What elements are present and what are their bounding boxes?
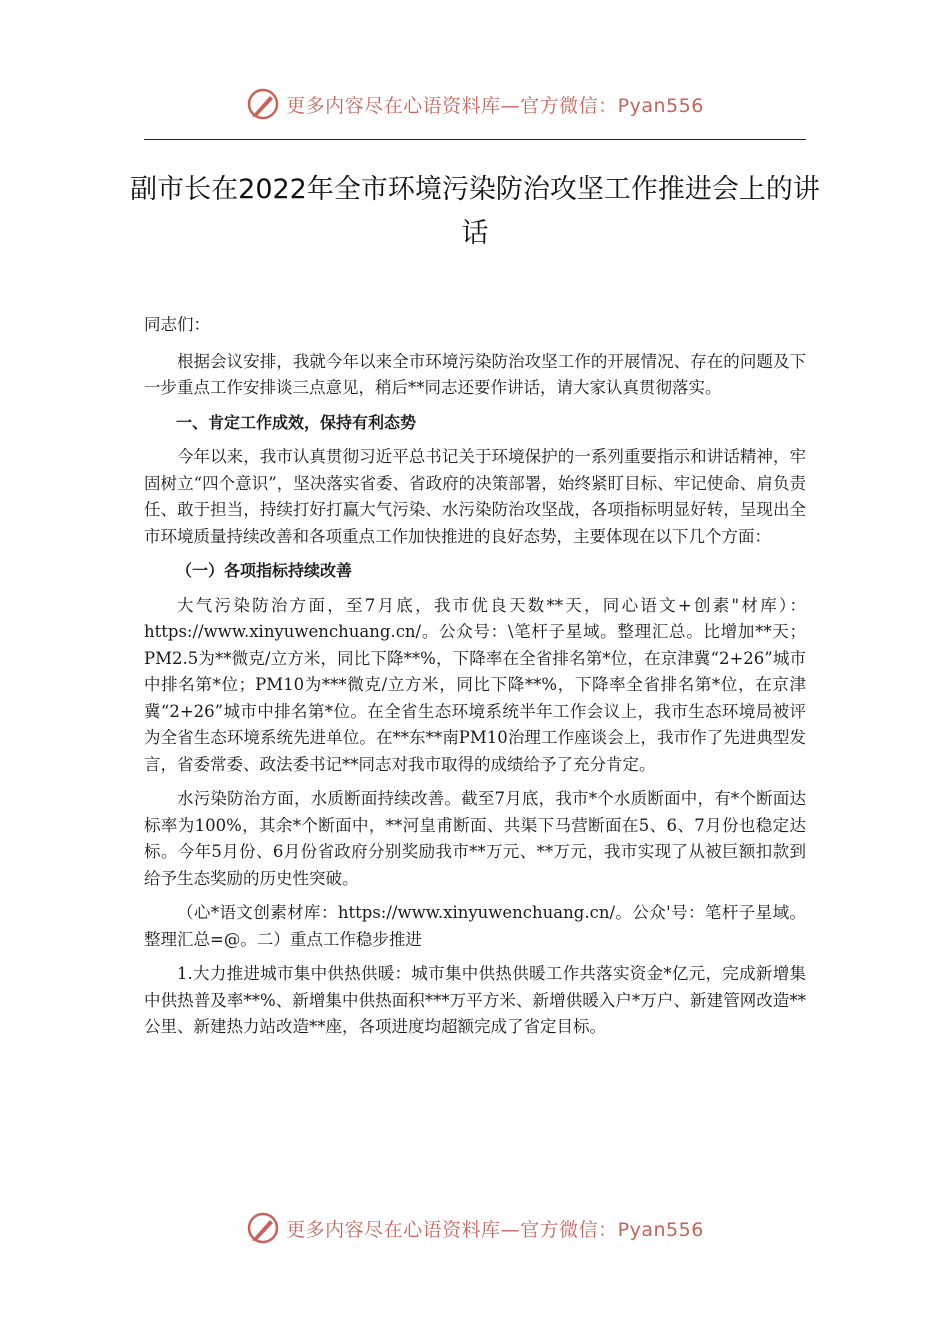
pen-seal-logo-icon (246, 1211, 280, 1245)
header-divider (144, 139, 806, 140)
paragraph-subsection-2: （心*语文创素材库：https://www.xinyuwenchuang.cn/。公众'号：笔杆子星域。整理汇总=@。二）重点工作稳步推进 (144, 903, 806, 949)
paragraph-water-pollution: 水污染防治方面，水质断面持续改善。截至7月底，我市*个水质断面中，有*个断面达标率为100%，其余*个断面中，**河皇甫断面、共渠下马营断面在5、6、7月份也稳定达标。今年5月份、6月份省政府分别奖励我市**万元、**万元，我市实现了从被巨额扣款到给予生态奖励的历史性突破。 (144, 789, 806, 888)
paragraph-air-pollution: 大气污染防治方面，至7月底，我市优良天数**天，同心语文+创素"材库）：https://www.xinyuwenchuang.cn/。公众号：\笔杆子星域。整理汇总。比增加**天；PM2.5为**微克/立方米，同比下降**%，下降率在全省排名第*位，在京津冀“2+26”城市中排名第*位；PM10为***微克/立方米，同比下降**%，下降率全省排名第*位，在京津冀“2+26”城市中排名第*位。在全省生态环境系统半年工作会议上，我市生态环境局被评为全省生态环境系统先进单位。在**东**南PM10治理工作座谈会上，我市作了先进典型发言，省委常委、政法委书记**同志对我市取得的成绩给予了充分肯定。 (144, 595, 806, 774)
footer-watermark-banner (0, 1206, 950, 1250)
paragraph-heating: 1.大力推进城市集中供热供暖：城市集中供热供暖工作共落实资金*亿元，完成新增集中供热普及率**%、新增集中供热面积***万平方米、新增供暖入户*万户、新建管网改造**公里、新建热力站改造**座，各项进度均超额完成了省定目标。 (144, 964, 806, 1036)
salutation: 同志们： (144, 315, 210, 334)
section-heading-1: 一、肯定工作成效，保持有利态势 (176, 412, 417, 432)
paragraph-overview: 今年以来，我市认真贯彻习近平总书记关于环境保护的一系列重要指示和讲话精神，牢固树立“四个意识”，坚决落实省委、省政府的决策部署，始终紧盯目标、牢记使命、肩负责任、敢于担当，持续打好打赢大气污染、水污染防治攻坚战，各项指标明显好转，呈现出全市环境质量持续改善和各项重点工作加快推进的良好态势，主要体现在以下几个方面： (144, 447, 806, 546)
subsection-heading-1: （一）各项指标持续改善 (176, 561, 353, 580)
paragraph-intro: 根据会议安排，我就今年以来全市环境污染防治攻坚工作的开展情况、存在的问题及下一步重点工作安排谈三点意见，稍后**同志还要作讲话，请大家认真贯彻落实。 (144, 351, 806, 397)
banner-text: 更多内容尽在心语资料库—官方微信：Pyan556 (286, 94, 704, 117)
document-title: 副市长在2022年全市环境污染防治攻坚工作推进会上的讲话 (130, 174, 820, 249)
document-body (144, 312, 806, 1041)
pen-seal-logo-icon (246, 87, 280, 121)
header-watermark-banner (0, 82, 950, 126)
banner-text: 更多内容尽在心语资料库—官方微信：Pyan556 (286, 1218, 704, 1241)
